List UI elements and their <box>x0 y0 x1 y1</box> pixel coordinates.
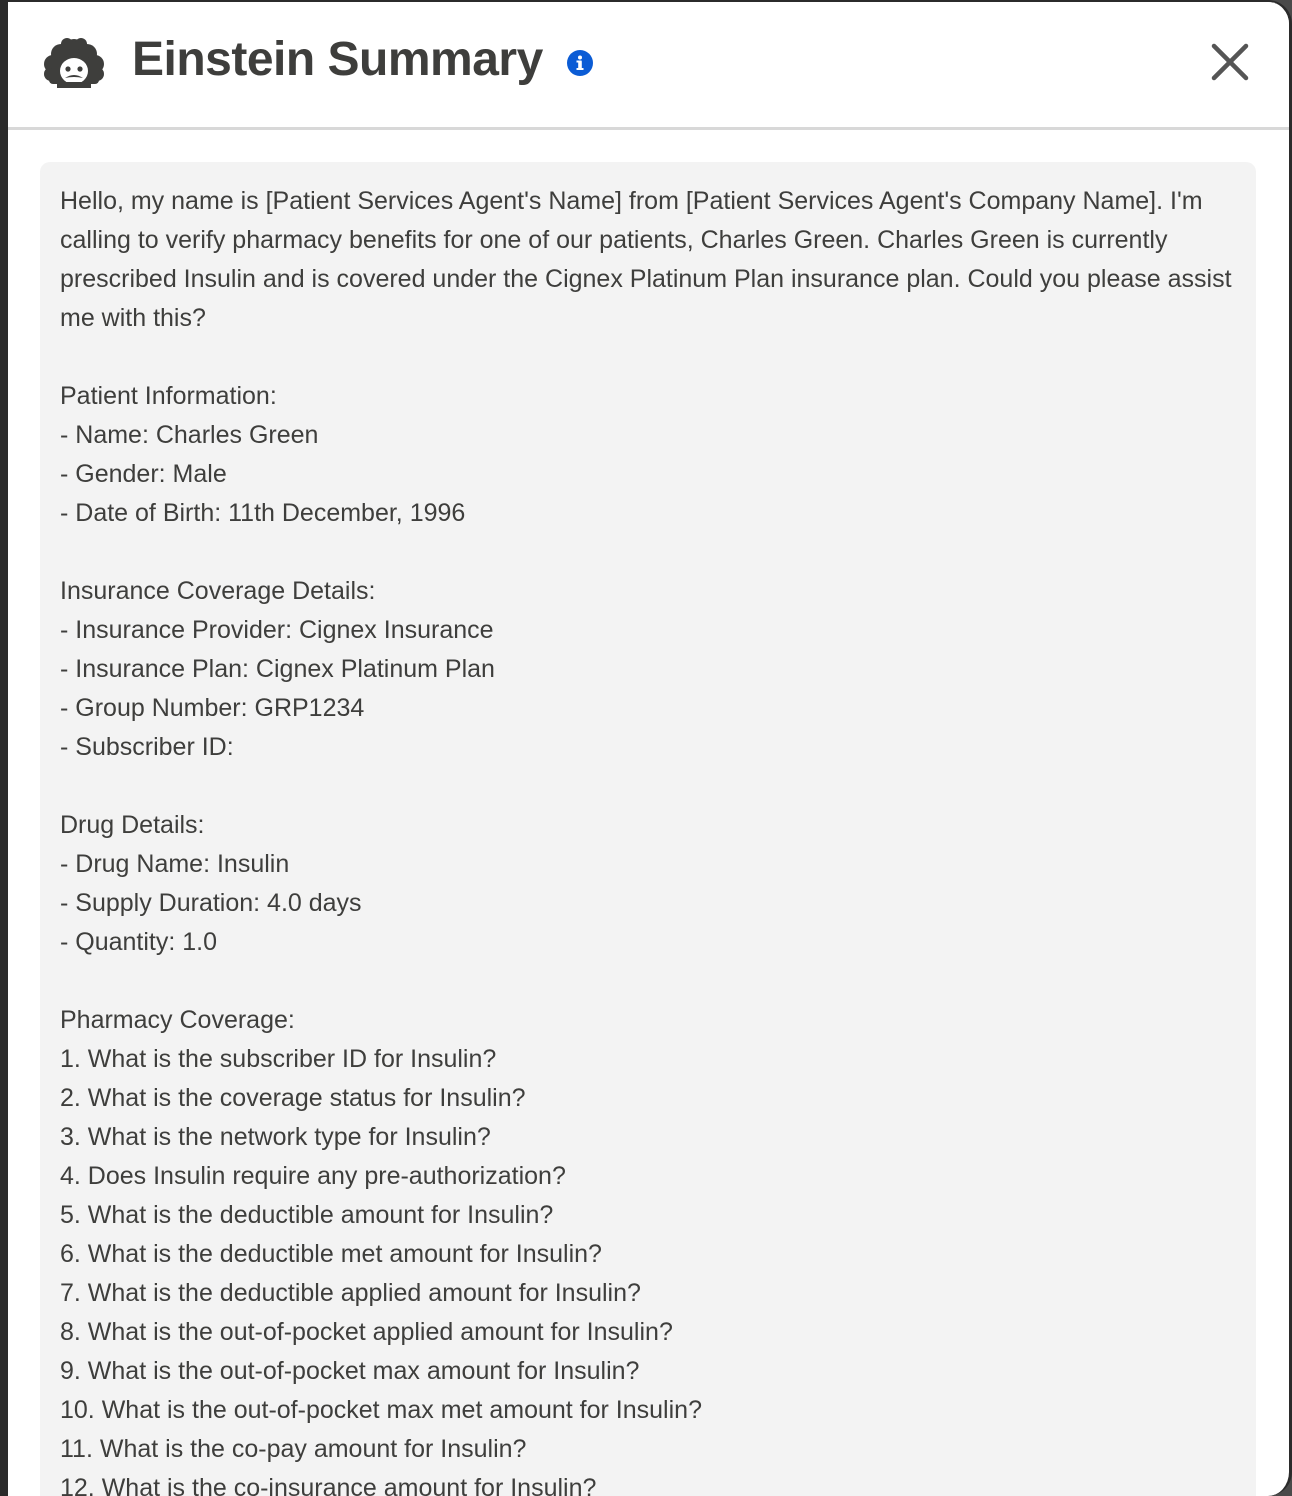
einstein-icon <box>43 36 105 88</box>
list-item: - Supply Duration: 4.0 days <box>60 889 362 917</box>
drug-details-section <box>60 806 1236 962</box>
list-item: 3. What is the network type for Insulin? <box>60 1123 491 1151</box>
modal-header <box>8 2 1289 130</box>
list-item: - Quantity: 1.0 <box>60 928 218 956</box>
list-item: 4. Does Insulin require any pre-authorization? <box>60 1162 566 1190</box>
list-item: 9. What is the out-of-pocket max amount for Insulin? <box>60 1357 640 1385</box>
list-item: - Group Number: GRP1234 <box>60 694 365 722</box>
section-heading: Patient Information: <box>60 382 277 410</box>
section-heading: Insurance Coverage Details: <box>60 577 376 605</box>
list-item: - Gender: Male <box>60 460 227 488</box>
list-item: 7. What is the deductible applied amount for Insulin? <box>60 1279 641 1307</box>
list-item: - Date of Birth: 11th December, 1996 <box>60 499 466 527</box>
summary-intro: Hello, my name is [Patient Services Agent's Name] from [Patient Services Agent's Company Name]. I'm calling to verify pharmacy benefits for one of our patients, Charles Green. Charles Green is currently prescribed Insulin and is covered under the Cignex Platinum Plan insurance plan. Could you please assist me with this? <box>60 187 1232 332</box>
patient-information-section <box>60 377 1236 533</box>
close-button[interactable] <box>1204 36 1256 88</box>
list-item: 8. What is the out-of-pocket applied amount for Insulin? <box>60 1318 673 1346</box>
list-item: - Subscriber ID: <box>60 733 234 761</box>
list-item: - Name: Charles Green <box>60 421 319 449</box>
list-item: 11. What is the co-pay amount for Insulin? <box>60 1435 527 1463</box>
summary-body <box>40 162 1256 1496</box>
list-item: 1. What is the subscriber ID for Insulin? <box>60 1045 497 1073</box>
close-icon <box>1210 42 1250 82</box>
list-item: 2. What is the coverage status for Insulin? <box>60 1084 526 1112</box>
insurance-coverage-section <box>60 572 1236 767</box>
modal-title: Einstein Summary <box>132 33 543 86</box>
list-item: 5. What is the deductible amount for Insulin? <box>60 1201 554 1229</box>
section-heading: Pharmacy Coverage: <box>60 1006 295 1034</box>
list-item: - Insurance Provider: Cignex Insurance <box>60 616 494 644</box>
list-item: 12. What is the co-insurance amount for Insulin? <box>60 1474 597 1496</box>
info-icon[interactable] <box>566 49 594 77</box>
section-heading: Drug Details: <box>60 811 205 839</box>
list-item: 10. What is the out-of-pocket max met amount for Insulin? <box>60 1396 702 1424</box>
list-item: - Drug Name: Insulin <box>60 850 290 878</box>
list-item: 6. What is the deductible met amount for Insulin? <box>60 1240 602 1268</box>
list-item: - Insurance Plan: Cignex Platinum Plan <box>60 655 495 683</box>
pharmacy-coverage-section <box>60 1001 1236 1496</box>
